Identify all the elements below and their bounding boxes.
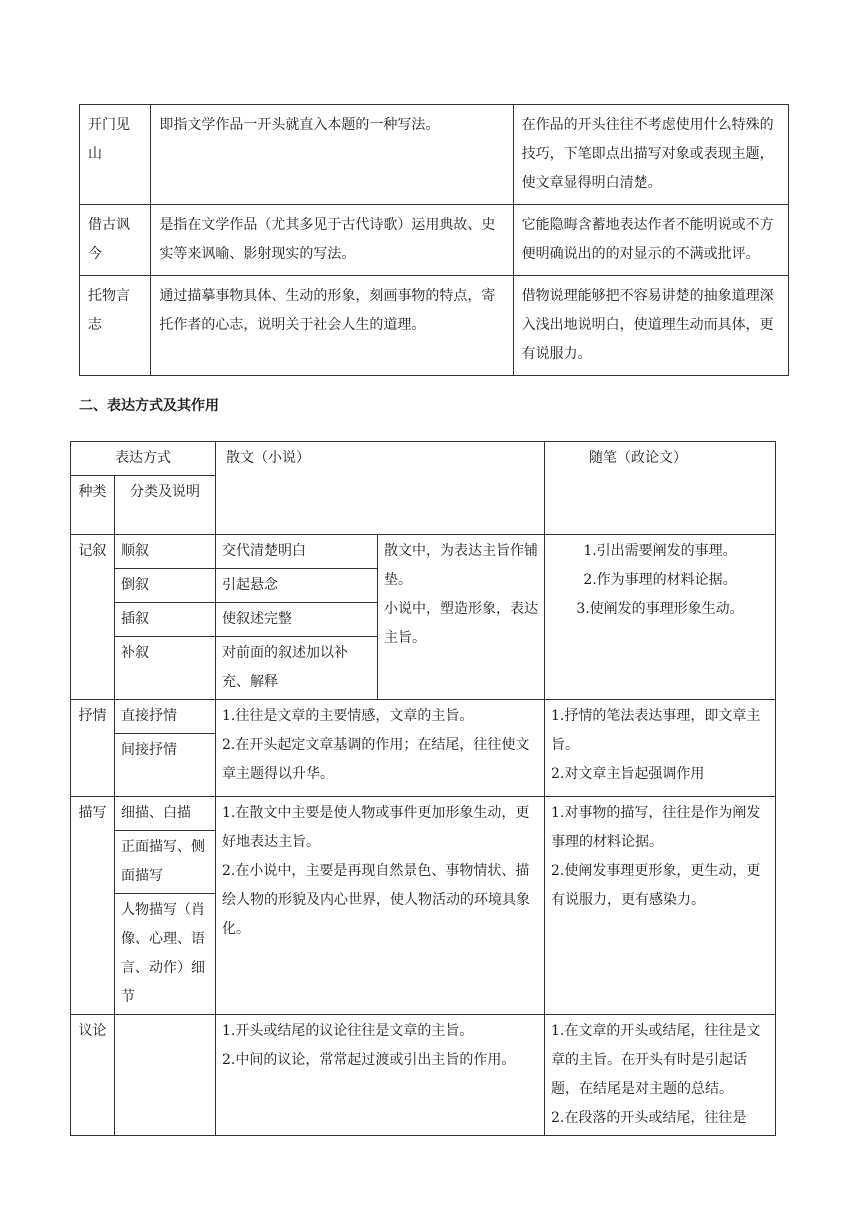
description-type: 正面描写、侧面描写 xyxy=(115,831,216,894)
row-label-lyric: 抒情 xyxy=(71,700,115,797)
narration-desc: 使叙述完整 xyxy=(216,603,378,637)
description-prose-line: 2.在小说中，主要是再现自然景色、事物情状、描绘人物的形貌及内心世界，使人物活动的环境具象化。 xyxy=(222,863,530,937)
table-row xyxy=(71,700,776,734)
narration-desc: 对前面的叙述加以补充、解释 xyxy=(216,637,378,700)
description-type: 人物描写（肖像、心理、语言、动作）细节 xyxy=(115,894,216,1015)
table-row xyxy=(80,205,789,276)
argument-prose-line: 2.中间的议论，常常起过渡或引出主旨的作用。 xyxy=(222,1052,516,1068)
lyric-type: 间接抒情 xyxy=(115,734,216,797)
description-type: 细描、白描 xyxy=(115,797,216,831)
term-cell: 借古讽今 xyxy=(80,205,151,276)
definition-cell: 通过描摹事物具体、生动的形象，刻画事物的特点，寄托作者的心志，说明关于社会人生的道理。 xyxy=(151,276,513,376)
narration-type: 补叙 xyxy=(115,637,216,700)
term-cell: 托物言志 xyxy=(80,276,151,376)
effect-cell: 在作品的开头往往不考虑使用什么特殊的技巧，下笔即点出描写对象或表现主题，使文章显得明白清楚。 xyxy=(513,105,788,205)
table-row xyxy=(80,105,789,205)
narration-desc: 交代清楚明白 xyxy=(216,535,378,569)
lyric-prose-line: 2.在开头起定文章基调的作用；在结尾，往往使文章主题得以升华。 xyxy=(222,737,530,782)
narration-essay-line: 3.使阐发的事理形象生动。 xyxy=(576,601,744,617)
definition-cell: 是指在文学作品（尤其多见于古代诗歌）运用典故、史实等来讽喻、影射现实的写法。 xyxy=(151,205,513,276)
effect-cell: 借物说理能够把不容易讲楚的抽象道理深入浅出地说明白，使道理生动而具体，更有说服力。 xyxy=(513,276,788,376)
argument-essay-line: 2.在段落的开头或结尾，往往是 xyxy=(551,1110,747,1126)
table-row xyxy=(80,276,789,376)
table-row xyxy=(71,1015,776,1136)
narration-prose-line: 散文中，为表达主旨作铺垫。 xyxy=(384,543,538,588)
lyric-type: 直接抒情 xyxy=(115,700,216,734)
argument-essay-line: 1.在文章的开头或结尾，往往是文章的主旨。在开头有时是引起话题，在结尾是对主题的总结。 xyxy=(551,1023,761,1097)
narration-type: 插叙 xyxy=(115,603,216,637)
argument-essay xyxy=(545,1015,776,1136)
header-prose: 散文（小说） xyxy=(216,442,545,535)
argument-prose xyxy=(216,1015,545,1136)
narration-prose-line: 小说中，塑造形象，表达主旨。 xyxy=(384,601,538,646)
definition-cell: 即指文学作品一开头就直入本题的一种写法。 xyxy=(151,105,513,205)
header-mode: 表达方式 xyxy=(71,442,216,476)
expression-table xyxy=(70,441,776,1136)
techniques-table xyxy=(79,104,789,376)
term-cell: 开门见山 xyxy=(80,105,151,205)
table-row xyxy=(71,535,776,569)
narration-desc: 引起悬念 xyxy=(216,569,378,603)
header-kind: 种类 xyxy=(71,476,115,535)
lyric-essay xyxy=(545,700,776,797)
header-category: 分类及说明 xyxy=(115,476,216,535)
header-essay: 随笔（政论文） xyxy=(545,442,776,535)
argument-type xyxy=(115,1015,216,1136)
argument-prose-line: 1.开头或结尾的议论往往是文章的主旨。 xyxy=(222,1023,474,1039)
lyric-essay-line: 2.对文章主旨起强调作用 xyxy=(551,766,705,782)
description-essay-line: 1.对事物的描写，往往是作为阐发事理的材料论据。 xyxy=(551,805,761,850)
narration-essay-line: 2.作为事理的材料论据。 xyxy=(583,572,737,588)
description-prose-line: 1.在散文中主要是使人物或事件更加形象生动，更好地表达主旨。 xyxy=(222,805,530,850)
description-essay-line: 2.使阐发事理更形象，更生动，更有说服力，更有感染力。 xyxy=(551,863,761,908)
narration-essay xyxy=(545,535,776,700)
section-heading: 二、表达方式及其作用 xyxy=(79,398,219,414)
description-prose xyxy=(216,797,545,1015)
lyric-prose-line: 1.往往是文章的主要情感，文章的主旨。 xyxy=(222,708,474,724)
row-label-argument: 议论 xyxy=(71,1015,115,1136)
row-label-narration: 记叙 xyxy=(71,535,115,700)
lyric-essay-line: 1.抒情的笔法表达事理，即文章主旨。 xyxy=(551,708,761,753)
narration-type: 倒叙 xyxy=(115,569,216,603)
table-row xyxy=(71,797,776,831)
row-label-description: 描写 xyxy=(71,797,115,1015)
lyric-prose xyxy=(216,700,545,797)
narration-type: 顺叙 xyxy=(115,535,216,569)
narration-prose xyxy=(378,535,545,700)
description-essay xyxy=(545,797,776,1015)
narration-essay-line: 1.引出需要阐发的事理。 xyxy=(583,543,737,559)
header-row xyxy=(71,442,776,476)
effect-cell: 它能隐晦含蓄地表达作者不能明说或不方便明确说出的的对显示的不满或批评。 xyxy=(513,205,788,276)
